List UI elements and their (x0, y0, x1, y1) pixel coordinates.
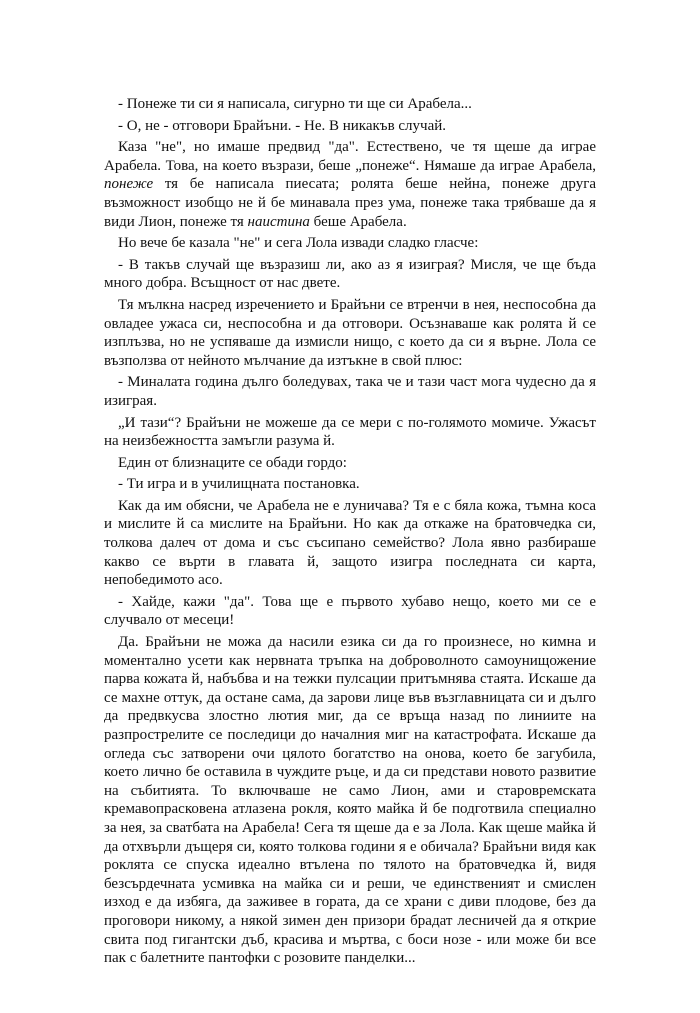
text-run: беше Арабела. (309, 213, 407, 230)
italic-run: понеже (104, 176, 154, 193)
text-run: Един от близнаците се обади гордо: (118, 454, 347, 471)
text-run: Но вече бе казала "не" и сега Лола извади сладко гласче: (118, 235, 479, 252)
paragraph (104, 296, 596, 370)
paragraph (104, 497, 596, 590)
paragraph (104, 95, 596, 114)
text-run: Как да им обясни, че Арабела не е луничава? Тя е с бяла кожа, тъмна коса и мислите й са мислите на Брайъни. Но как да откаже на братовчедка си, толкова далеч от дома и със съсипано семейство? Лола явно разбираше какво се върти в главата й, защото изигра последната си карта, непобедимото асо. (104, 497, 596, 589)
paragraph (104, 234, 596, 253)
text-run: Да. Брайъни не можа да насили езика си да го произнесе, но кимна и моментално усети как нервната тръпка на доброволното самоунищожение парва кожата й, набъбва и на тежки пулсации притъмнява стаята. Искаше да се махне оттук, да остане сама, да зарови лице във възглавницата си и дълго да предвкусва злостно лютия миг, да се връща назад по линиите на разпрострелите се последици до началния миг на катастрофата. Искаше да огледа със затворени очи цялото богатство на онова, което бе загубила, което лично бе оставила в чуждите ръце, и да си представи новото развитие на събитията. То включваше не само Лион, ами и старовремската кремавопрасковена атлазена рокля, която майка й бе подготвила специално за нея, за сватбата на Арабела! Сега тя щеше да е за Лола. Как щеше майка й да отхвърли дъщеря си, която толкова години я е обичала? Брайъни видя как роклята се спуска идеално втълена по тялото на братовчедка й, видя безсърдечната усмивка на майка си и реши, че единственият и смислен изход е да избяга, да заживее в гората, да се храни с диви плодове, без да проговори никому, а някой зимен ден призори брадат лесничей да я открие свита под гигантски дъб, красива и мъртва, с боси нозе - или може би все пак с балетните пантофки с розовите панделки... (104, 634, 596, 967)
text-run: тя бе написала пиесата; ролята беше нейна, понеже друга възможност изобщо не й бе минавала през ума, понеже така трябваше да я види Лион, понеже тя (104, 176, 596, 230)
text-run: - Хайде, кажи "да". Това ще е първото хубаво нещо, което ми се е случвало от месеци! (104, 593, 596, 629)
paragraph (104, 117, 596, 136)
text-run: - Миналата година дълго боледувах, така че и тази част мога чудесно да я изиграя. (104, 374, 596, 409)
text-run: - В такъв случай ще възразиш ли, ако аз я изиграя? Мисля, че ще бъда много добра. Всъщност от нас двете. (104, 256, 596, 292)
paragraph (104, 373, 596, 410)
paragraph (104, 593, 596, 630)
text-run: Тя мълкна насред изречението и Брайъни се втренчи в нея, неспособна да овладее ужаса си, неспособна и да отговори. Осъзнаваше как ролята й се изплъзва, но не успяваше да измисли нищо, с което да си я върне. Лола се възползва от нейното мълчание да изтъкне в свой плюс: (104, 296, 596, 369)
paragraph (104, 454, 596, 473)
paragraph (104, 256, 596, 293)
body-text (104, 95, 596, 968)
paragraph (104, 414, 596, 451)
paragraph (104, 138, 596, 231)
text-run: - Ти игра и в училищната постановка. (118, 476, 360, 493)
text-run: „И тази“? Брайъни не можеше да се мери с по-голямото момиче. Ужасът на неизбежността замъгли разума й. (104, 414, 596, 450)
text-run: Каза "не", но имаше предвид "да". Естествено, че тя щеше да играе Арабела. Това, на което възрази, беше „понеже“. Нямаше да играе Арабела, (104, 139, 596, 174)
text-run: - О, не - отговори Брайъни. - Не. В никакъв случай. (118, 117, 447, 134)
italic-run: наистина (247, 213, 310, 230)
text-run: - Понеже ти си я написала, сигурно ти ще си Арабела... (118, 96, 472, 112)
paragraph (104, 633, 596, 968)
paragraph (104, 475, 596, 494)
